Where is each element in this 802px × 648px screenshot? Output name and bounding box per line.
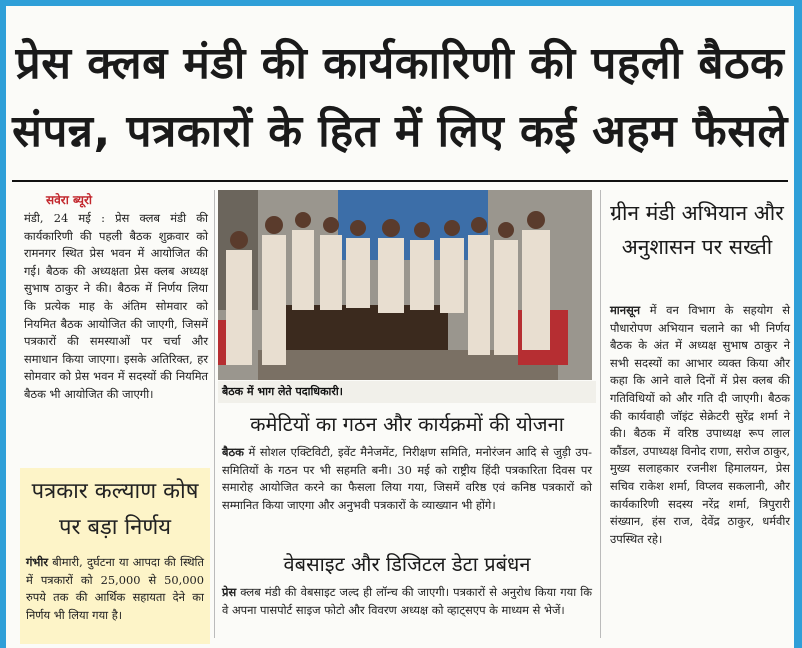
right-lead-word: मानसून — [610, 303, 641, 317]
box-body — [26, 554, 204, 624]
headline-rule — [12, 180, 788, 182]
byline: सवेरा ब्यूरो — [46, 193, 92, 207]
newspaper-clipping — [6, 6, 794, 648]
headline-line-2: संपन्न, पत्रकारों के हित में लिए कई अहम फैसले — [12, 106, 788, 157]
box-lead-word: गंभीर — [26, 555, 49, 569]
group-photo-illustration — [218, 190, 592, 380]
box-body-text: बीमारी, दुर्घटना या आपदा की स्थिति में पत्रकारों को 25,000 से 50,000 रुपये तक की आर्थिक सहायता देने का निर्णय भी लिया गया है। — [26, 555, 204, 622]
section1-title: कमेटियों का गठन और कार्यक्रमों की योजना — [250, 412, 564, 436]
section2-body — [222, 584, 592, 619]
section1-body — [222, 444, 592, 514]
section1-lead-word: बैठक — [222, 445, 244, 459]
section2-title: वेबसाइट और डिजिटल डेटा प्रबंधन — [283, 552, 531, 576]
column-divider-left — [214, 190, 215, 638]
column-divider-right — [600, 190, 601, 638]
kalyan-kosh-box — [20, 468, 210, 644]
photo-caption: बैठक में भाग लेते पदाधिकारी। — [218, 381, 596, 403]
right-body-text: में वन विभाग के सहयोग से पौधारोपण अभियान चलाने का भी निर्णय बैठक के अंत में अध्यक्ष सुभाष ठाकुर ने सभी सदस्यों का आभार व्यक्त किया और कहा कि आने वाले दिनों में प्रेस क्लब की गतिविधियों को और गति दी जाएगी। बैठक की कार्यवाही जॉइंट सेक्रेटरी सुरेंद्र शर्मा ने की। बैठक में वरिष्ठ उपाध्यक्ष रूप लाल कौंडल, उपाध्यक्ष विनोद राणा, सरोज ठाकुर, मुख्य सलाहकार रजनीश हिमालयन, प्रेस सचिव राकेश शर्मा, विप्लव सकलानी, और कार्यकारिणी सदस्य नरेंद्र शर्मा, त्रिपुरारी संख्यान, हंस राज, देवेंद्र ठाकुर, धर्मवीर उपस्थित रहे। — [610, 303, 790, 546]
right-column-body — [610, 302, 790, 548]
left-column-body: मंडी, 24 मई : प्रेस क्लब मंडी की कार्यकारिणी की पहली बैठक शुक्रवार को रामनगर स्थित प्रेस भवन में आयोजित की गई। बैठक की अध्यक्षता प्रेस क्लब अध्यक्ष सुभाष ठाकुर ने की। बैठक में निर्णय लिया कि प्रत्येक माह के अंतिम सोमवार को नियमित बैठक आयोजित की जाएगी, जिसमें पत्रकारों की समस्याओं पर चर्चा और समाधान किया जाएगा। इसके अतिरिक्त, हर सोमवार को प्रेस भवन में सदस्यों की नियमित बैठक भी आयोजित की जाएगी। — [24, 211, 208, 401]
section2-body-text: क्लब मंडी की वेबसाइट जल्द ही लॉन्च की जाएगी। पत्रकारों से अनुरोध किया गया कि वे अपना पासपोर्ट साइज फोटो और विवरण अध्यक्ष को व्हाट्सएप के माध्यम से भेजें। — [222, 585, 592, 617]
headline-line-1: प्रेस क्लब मंडी की कार्यकारिणी की पहली बैठक — [15, 38, 785, 89]
box-title: पत्रकार कल्याण कोष पर बड़ा निर्णय — [31, 479, 199, 540]
section2-lead-word: प्रेस — [222, 585, 237, 599]
meeting-photo — [218, 190, 592, 380]
section1-body-text: में सोशल एक्टिविटी, इवेंट मैनेजमेंट, निरीक्षण समिति, मनोरंजन आदि से जुड़ी उप-समितियों के गठन पर भी सहमति बनी। 30 मई को राष्ट्रीय हिंदी पत्रकारिता दिवस पर समारोह आयोजित करने का फैसला लिया गया, जिसमें वरिष्ठ एवं कनिष्ठ पत्रकारों को सम्मानित किया जाएगा और अनुभवी पत्रकारों के व्याख्यान भी होंगे। — [222, 445, 592, 512]
right-column-title: ग्रीन मंडी अभियान और अनुशासन पर सख्ती — [610, 201, 784, 259]
